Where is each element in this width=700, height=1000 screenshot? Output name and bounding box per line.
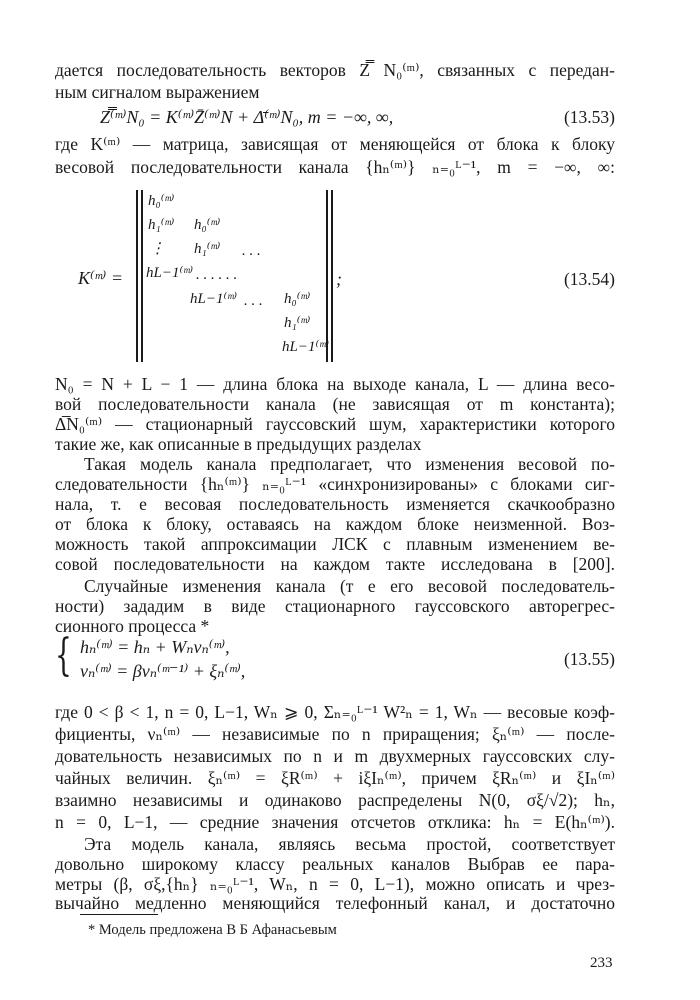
footnote-rule <box>80 914 158 915</box>
equation-13-53: Z̿⁽ᵐ⁾N₀ = K⁽ᵐ⁾Z̄⁽ᵐ⁾N + Δ̄⁽ᵐ⁾N₀, m = −∞, ∞, <box>100 107 394 127</box>
text-line: Такая модель канала предполагает, что изменения весовой по- <box>84 454 615 474</box>
matrix-cell: h₀⁽ᵐ⁾ <box>194 217 221 233</box>
text-line: Случайные изменения канала (т е его весовой последователь- <box>84 576 615 596</box>
matrix-label: K⁽ᵐ⁾ = <box>78 268 123 288</box>
text-line: чайных величин. ξₙ⁽ᵐ⁾ = ξR⁽ᵐ⁾ + iξIₙ⁽ᵐ⁾, причем ξRₙ⁽ᵐ⁾ и ξIₙ⁽ᵐ⁾ <box>55 768 615 788</box>
text-line: Эта модель канала, являясь весьма простой, соответствует <box>84 834 615 854</box>
text-line: можность такой аппроксимации ЛСК с плавным изменением ве- <box>55 534 615 554</box>
equation-number: (13.55) <box>563 649 615 669</box>
matrix-cell: ⋮ <box>150 241 165 257</box>
page-number: 233 <box>590 955 613 971</box>
footnote: * Модель предложена В Б Афанасьевым <box>88 922 337 938</box>
text-line: дается последовательность векторов Z̿ N₀⁽ᵐ⁾, связанных с передан- <box>55 60 615 80</box>
text-line: довательность независимых по n и m двухмерных гауссовских слу- <box>55 746 615 766</box>
text-line: весовой последовательности канала {hₙ⁽ᵐ⁾} ₙ₌₀ᴸ⁻¹, m = −∞, ∞: <box>55 157 615 177</box>
text-line: вой последовательности канала (не зависящая от m константа); <box>55 394 615 414</box>
matrix-cell: . . . . . . <box>196 267 238 283</box>
matrix-cell: . . . <box>242 243 261 259</box>
text-line: метры (β, σξ,{hₙ} ₙ₌₀ᴸ⁻¹, Wₙ, n = 0, L−1), можно описать и чрез- <box>55 874 615 894</box>
text-line: вычайно медленно меняющийся телефонный канал, и достаточно <box>55 893 615 913</box>
text-line: ности) зададим в виде стационарного гауссовского авторегрес- <box>55 596 615 616</box>
equation-13-55b: νₙ⁽ᵐ⁾ = βνₙ⁽ᵐ⁻¹⁾ + ξₙ⁽ᵐ⁾, <box>80 661 246 681</box>
text-line: N₀ = N + L − 1 — длина блока на выходе канала, L — длина весо- <box>55 374 615 394</box>
text-line: где K⁽ᵐ⁾ — матрица, зависящая от меняющейся от блока к блоку <box>55 134 615 154</box>
text-line: нала, т. е весовая последовательность изменяется скачкообразно <box>55 494 615 514</box>
text-line: довольно широкому классу реальных каналов Выбрав ее пара- <box>55 854 615 874</box>
text-line: от блока к блоку, оставаясь на каждом блоке неизменной. Воз- <box>55 514 615 534</box>
system-brace: { <box>55 630 72 681</box>
text-line: где 0 < β < 1, n = 0, L−1, Wₙ ⩾ 0, Σₙ₌₀ᴸ⁻¹ W²ₙ = 1, Wₙ — весовые коэф- <box>55 702 615 722</box>
text-line: n = 0, L−1, — средние значения отсчетов отклика: hₙ = E(hₙ⁽ᵐ⁾). <box>55 812 615 832</box>
matrix-cell: h₁⁽ᵐ⁾ <box>194 241 221 257</box>
matrix-cell: hL−1⁽ᵐ⁾ <box>282 339 330 355</box>
text-line: Δ̅N₀⁽ᵐ⁾ — стационарный гауссовский шум, характеристики которого <box>55 414 615 434</box>
equation-number: (13.53) <box>563 107 615 127</box>
matrix-cell: h₁⁽ᵐ⁾ <box>284 315 311 331</box>
text-line: взаимно независимы и одинаково распределены N(0, σξ/√2); hₙ, <box>55 790 615 810</box>
equation-number: (13.54) <box>563 269 615 289</box>
matrix-cell: hL−1⁽ᵐ⁾ <box>190 291 238 307</box>
matrix-k <box>136 190 332 362</box>
matrix-cell: h₀⁽ᵐ⁾ <box>284 291 311 307</box>
text-line: следовательности {hₙ⁽ᵐ⁾} ₙ₌₀ᴸ⁻¹ «синхронизированы» с блоками сиг- <box>55 474 615 494</box>
text-line: такие же, как описанные в предыдущих разделах <box>55 434 422 454</box>
text-line: сионного процесса * <box>55 616 210 636</box>
text-line: ным сигналом выражением <box>55 82 260 102</box>
text-line: фициенты, νₙ⁽ᵐ⁾ — независимые по n приращения; ξₙ⁽ᵐ⁾ — после- <box>55 724 615 744</box>
matrix-cell: . . . <box>244 293 263 309</box>
equation-13-55a: hₙ⁽ᵐ⁾ = hₙ + Wₙνₙ⁽ᵐ⁾, <box>80 637 230 657</box>
matrix-cell: h₁⁽ᵐ⁾ <box>148 217 175 233</box>
text-line: совой последовательности на каждом такте исследована в [200]. <box>55 554 615 574</box>
matrix-cell: hL−1⁽ᵐ⁾ <box>146 265 194 281</box>
matrix-cell: h₀⁽ᵐ⁾ <box>148 193 175 209</box>
matrix-semicolon: ; <box>336 269 342 289</box>
